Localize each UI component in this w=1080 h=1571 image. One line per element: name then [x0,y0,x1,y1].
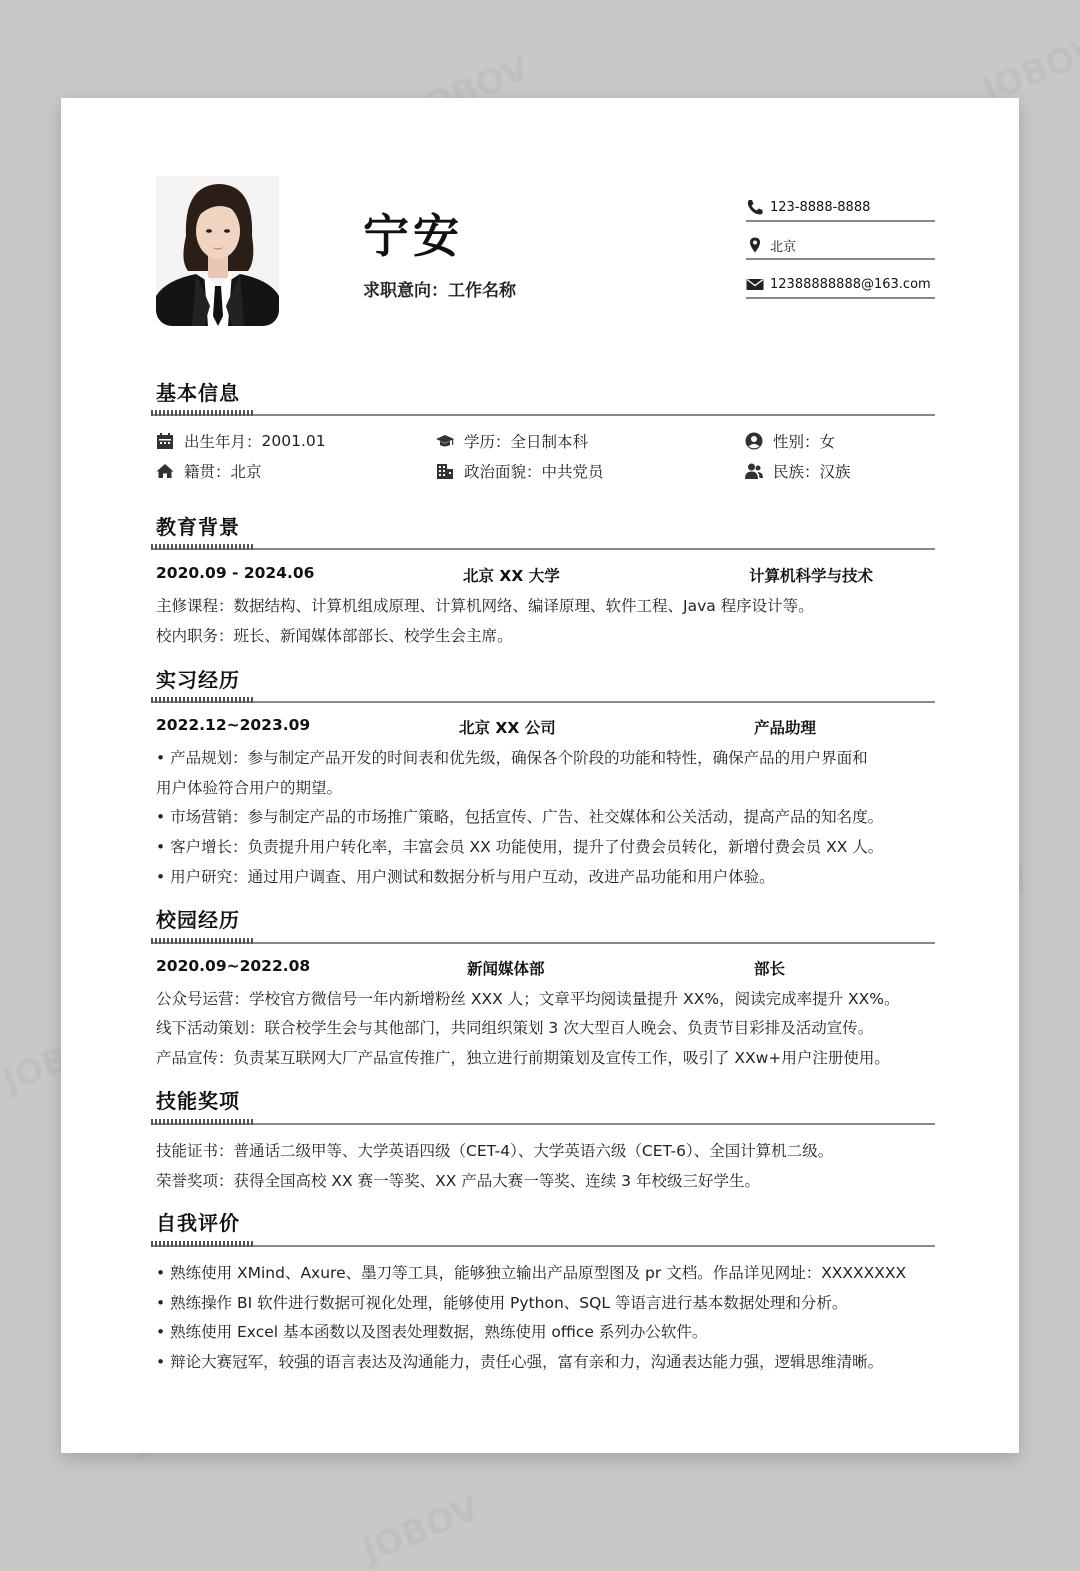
graduation-cap-icon [436,432,454,450]
profile-photo [156,176,279,326]
city-text: 北京 [770,239,797,255]
section-title-self: 自我评价 [156,1211,240,1235]
users-icon [745,462,763,480]
section-title-skills: 技能奖项 [156,1089,240,1113]
info-value: 北京 [230,463,262,481]
section-divider [151,701,935,703]
campus-line: 产品宣传：负责某互联网大厂产品宣传推广，独立进行前期策划及宣传工作，吸引了 XXw+用户注册使用。 [156,1049,890,1067]
section-divider-accent [151,938,253,944]
internship-line: • 客户增长：负责提升用户转化率，丰富会员 XX 功能使用，提升了付费会员转化，新增付费会员 XX 人。 [156,838,884,856]
self-line: • 熟练操作 BI 软件进行数据可视化处理，能够使用 Python、SQL 等语言进行基本数据处理和分析。 [156,1294,848,1312]
info-value: 女 [819,433,836,451]
internship-role: 产品助理 [754,719,817,737]
phone-icon [746,199,764,215]
campus-period: 2020.09~2022.08 [156,957,311,975]
job-target [363,276,516,301]
info-education [436,430,588,452]
education-line: 主修课程：数据结构、计算机组成原理、计算机网络、编译原理、软件工程、Java 程序设计等。 [156,597,814,615]
info-label: 籍贯： [184,463,231,481]
job-target-label: 求职意向： [363,281,448,301]
section-divider [151,548,935,550]
info-value: 全日制本科 [510,433,589,451]
campus-line: 公众号运营：学校官方微信号一年内新增粉丝 XXX 人；文章平均阅读量提升 XX%，阅读完成率提升 XX%。 [156,990,900,1008]
info-label: 学历： [464,433,511,451]
skills-line: 技能证书：普通话二级甲等、大学英语四级（CET-4）、大学英语六级（CET-6）、全国计算机二级。 [156,1142,834,1160]
internship-period: 2022.12~2023.09 [156,716,311,734]
info-value: 中共党员 [541,463,604,481]
phone-number: 123-8888-8888 [770,199,871,215]
internship-line: 用户体验符合用户的期望。 [156,779,343,797]
education-line: 校内职务：班长、新闻媒体部部长、校学生会主席。 [156,627,513,645]
internship-line: • 产品规划：参与制定产品开发的时间表和优先级，确保各个阶段的功能和特性，确保产品的用户界面和 [156,749,868,767]
education-major: 计算机科学与技术 [749,567,874,585]
contact-email [746,271,935,299]
info-gender [745,430,835,452]
internship-line: • 用户研究：通过用户调查、用户测试和数据分析与用户互动，改进产品功能和用户体验。 [156,868,775,886]
location-pin-icon [746,237,764,253]
user-circle-icon [745,432,763,450]
section-title-internship: 实习经历 [156,668,240,692]
internship-company: 北京 XX 公司 [459,719,556,737]
section-title-campus: 校园经历 [156,908,240,932]
info-label: 性别： [773,433,820,451]
campus-org: 新闻媒体部 [467,960,545,978]
section-divider-accent [151,410,253,416]
info-birth [156,430,326,452]
section-divider [151,1123,935,1125]
internship-line: • 市场营销：参与制定产品的市场推广策略，包括宣传、广告、社交媒体和公关活动，提高产品的知名度。 [156,808,884,826]
home-icon [156,462,174,480]
info-value: 2001.01 [261,432,326,450]
info-label: 民族： [773,463,820,481]
contact-phone [746,194,935,222]
section-divider-accent [151,1119,253,1125]
section-divider [151,1245,935,1247]
info-label: 出生年月： [184,433,262,451]
self-line: • 熟练使用 Excel 基本函数以及图表处理数据，熟练使用 office 系列办公软件。 [156,1323,708,1341]
info-value: 汉族 [819,463,851,481]
resume-page [61,98,1019,1453]
section-divider-accent [151,544,253,550]
info-label: 政治面貌： [464,463,542,481]
section-title-basic: 基本信息 [156,381,240,405]
self-line: • 辩论大赛冠军，较强的语言表达及沟通能力，责任心强，富有亲和力，沟通表达能力强，逻辑思维清晰。 [156,1353,884,1371]
email-text: 12388888888@163.com [770,276,931,292]
section-divider [151,414,935,416]
candidate-name: 宁安 [363,209,463,263]
education-school: 北京 XX 大学 [463,567,560,585]
section-divider-accent [151,1241,253,1247]
education-period: 2020.09 - 2024.06 [156,564,315,582]
building-icon [436,462,454,480]
job-target-value: 工作名称 [448,281,516,301]
mail-icon [746,276,764,292]
section-divider [151,942,935,944]
info-hometown [156,460,262,482]
campus-line: 线下活动策划：联合校学生会与其他部门，共同组织策划 3 次大型百人晚会、负责节目彩排及活动宣传。 [156,1019,874,1037]
watermark [357,1489,485,1571]
skills-line: 荣誉奖项：获得全国高校 XX 赛一等奖、XX 产品大赛一等奖、连续 3 年校级三好学生。 [156,1172,760,1190]
campus-role: 部长 [754,960,786,978]
section-title-education: 教育背景 [156,515,240,539]
info-political [436,460,604,482]
calendar-icon [156,432,174,450]
contact-city [746,232,935,260]
info-ethnicity [745,460,851,482]
section-divider-accent [151,697,253,703]
self-line: • 熟练使用 XMind、Axure、墨刀等工具，能够独立输出产品原型图及 pr 文档。作品详见网址：XXXXXXXX [156,1264,907,1282]
